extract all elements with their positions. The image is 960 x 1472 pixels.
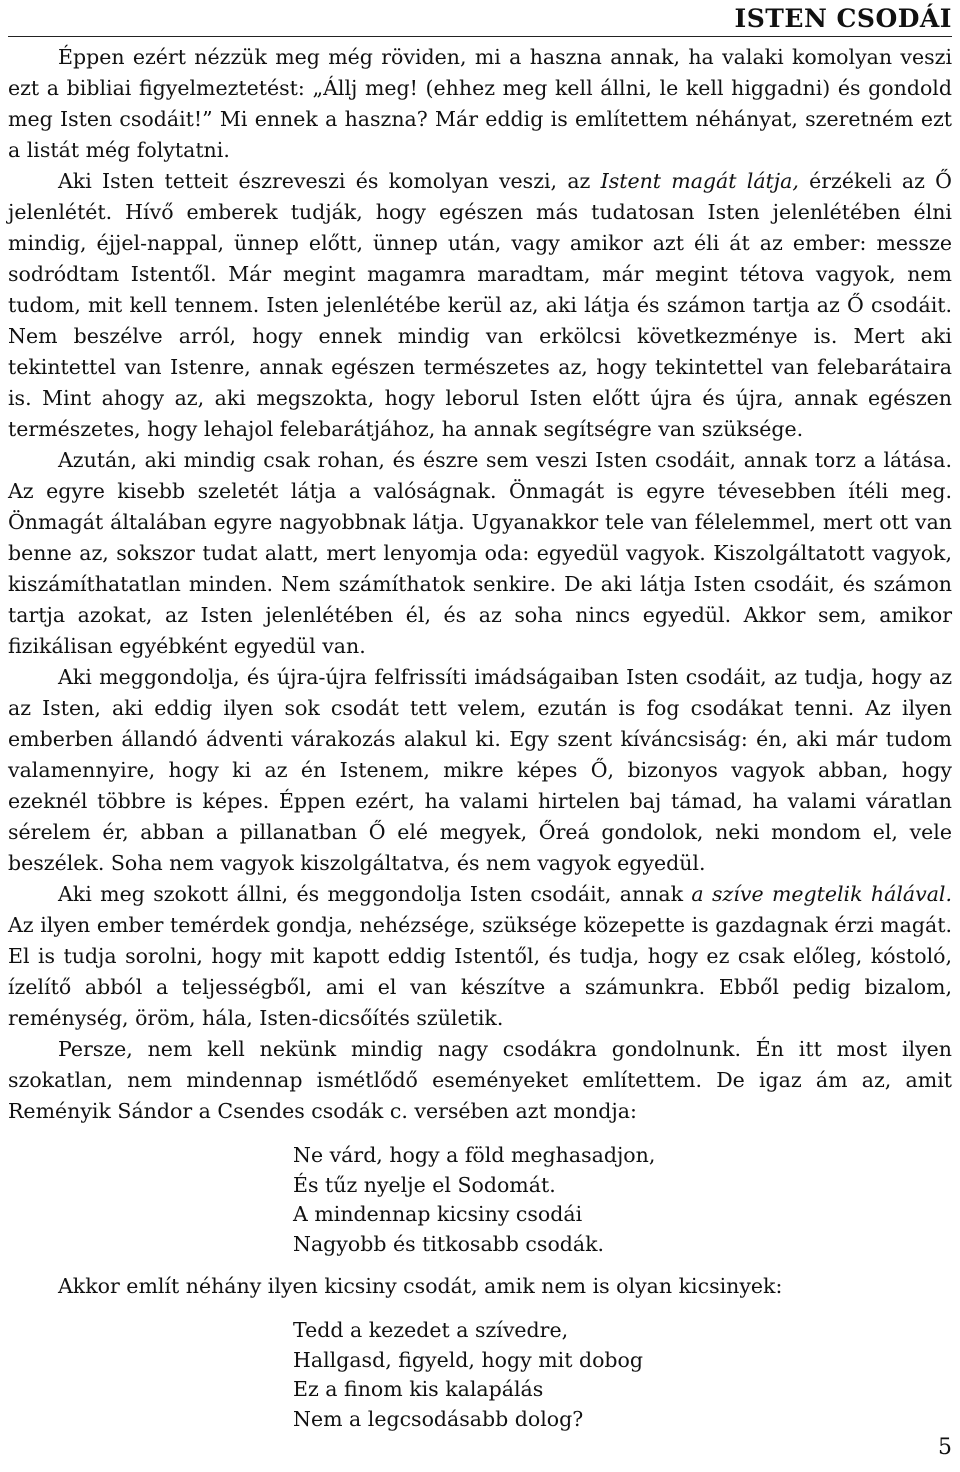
paragraph-5-emphasis: a szíve megtelik hálával. [691, 882, 952, 906]
poem-stanza-1 [293, 1141, 952, 1259]
paragraph-5 [8, 879, 952, 1034]
poem-line: A mindennap kicsiny csodái [293, 1202, 583, 1226]
paragraph-6: Persze, nem kell nekünk mindig nagy csodákra gondolnunk. Én itt most ilyen szokatlan, nem mindennap ismétlődő eseményeket említettem. De igaz ám az, amit Reményik Sándor a Csendes csodák c. versében azt mondja: [8, 1037, 952, 1123]
paragraph-2-text-a: Aki Isten tetteit észreveszi és komolyan veszi, az [58, 169, 601, 193]
page-number: 5 [938, 1435, 952, 1460]
poem-line: Nem a legcsodásabb dolog? [293, 1406, 584, 1431]
paragraph-3: Azután, aki mindig csak rohan, és észre sem veszi Isten csodáit, annak torz a látása. Az egyre kisebb szeletét látja a valóságnak. Önmagát is egyre tévesebben ítéli meg. Önmagát általában egyre nagyobbnak látja. Ugyanakkor tele van félelemmel, mert ott van benne az, sokszor tudat alatt, mert lenyomja oda: egyedül vagyok. Kiszolgáltatott vagyok, kiszámíthatatlan minden. Nem számíthatok senkire. De aki látja Isten csodáit, és számon tartja azokat, az Isten jelenlétében él, és az soha nincs egyedül. Akkor sem, amikor fizikálisan egyébként egyedül van. [8, 448, 952, 658]
poem-line: Ne várd, hogy a föld meghasadjon, [293, 1143, 656, 1167]
poem-line: Hallgasd, figyeld, hogy mit dobog [293, 1347, 644, 1372]
paragraph-2-text-b: érzékeli az Ő jelenlétét. Hívő emberek tudják, hogy egészen más tudatosan Isten jelenlétében élni mindig, éjjel-nappal, ünnep előtt, ünnep után, vagy amikor azt éli át az ember: messze sodródtam Istentől. Már megint magamra maradtam, már megint tétova vagyok, nem tudom, mit kell tennem. Isten jelenlétébe kerül az, aki látja és számon tartja az Ő csodáit. Nem beszélve arról, hogy ennek mindig van erkölcsi következménye is. Mert aki tekintettel van Istenre, annak egészen természetes az, hogy tekintettel van felebarátaira is. Mint ahogy az, aki megszokta, hogy leborul Isten előtt újra és újra, annak egészen természetes, hogy lehajol felebarátjához, ha annak segítségre van szüksége. [8, 169, 952, 441]
body-text [8, 42, 952, 1446]
running-header [8, 2, 952, 37]
paragraph-4: Aki meggondolja, és újra-újra felfrissíti imádságaiban Isten csodáit, az tudja, hogy az az Isten, aki eddig ilyen sok csodát tett velem, ezután is fog csodákat tenni. Az ilyen emberben állandó ádventi várakozás alakul ki. Egy szent kíváncsiság: én, aki már tudom valamennyire, hogy ki az én Istenem, mikre képes Ő, bizonyos vagyok abban, hogy ezeknél többre is képes. Éppen ezért, ha valami hirtelen baj támad, ha valami váratlan sérelem ér, abban a pillanatban Ő elé megyek, Őreá gondolok, neki mondom el, vele beszélek. Soha nem vagyok kiszolgáltatva, és nem vagyok egyedül. [8, 665, 952, 875]
poem-line: Ez a finom kis kalapálás [293, 1377, 544, 1401]
header-title: ISTEN CSODÁI [734, 4, 952, 33]
paragraph-5-text-b: Az ilyen ember temérdek gondja, nehézsége, szüksége közepette is gazdagnak érzi magát. El is tudja sorolni, hogy mit kapott eddig Istentől, és tudja, hogy ez csak előleg, kóstoló, ízelítő abból a teljességből, ami el van készítve a számunkra. Ebből pedig bizalom, reménység, öröm, hála, Isten-dicsőítés születik. [8, 913, 952, 1030]
paragraph-2 [8, 166, 952, 445]
paragraph-5-text-a: Aki meg szokott állni, és meggondolja Isten csodáit, annak [58, 882, 692, 906]
poem-line: Nagyobb és titkosabb csodák. [293, 1231, 605, 1256]
paragraph-1: Éppen ezért nézzük meg még röviden, mi a haszna annak, ha valaki komolyan veszi ezt a bibliai figyelmeztetést: „Állj meg! (ehhez meg kell állni, le kell higgadni) és gondold meg Isten csodáit!” Mi ennek a haszna? Már eddig is említettem néhányat, szeretném ezt a listát még folytatni. [8, 45, 952, 162]
paragraph-7: Akkor említ néhány ilyen kicsiny csodát, amik nem is olyan kicsinyek: [58, 1274, 783, 1298]
poem-stanza-2 [293, 1316, 952, 1434]
poem-line: Tedd a kezedet a szívedre, [293, 1318, 569, 1342]
paragraph-2-emphasis: Istent magát látja, [600, 169, 799, 193]
poem-line: És tűz nyelje el Sodomát. [293, 1172, 556, 1197]
